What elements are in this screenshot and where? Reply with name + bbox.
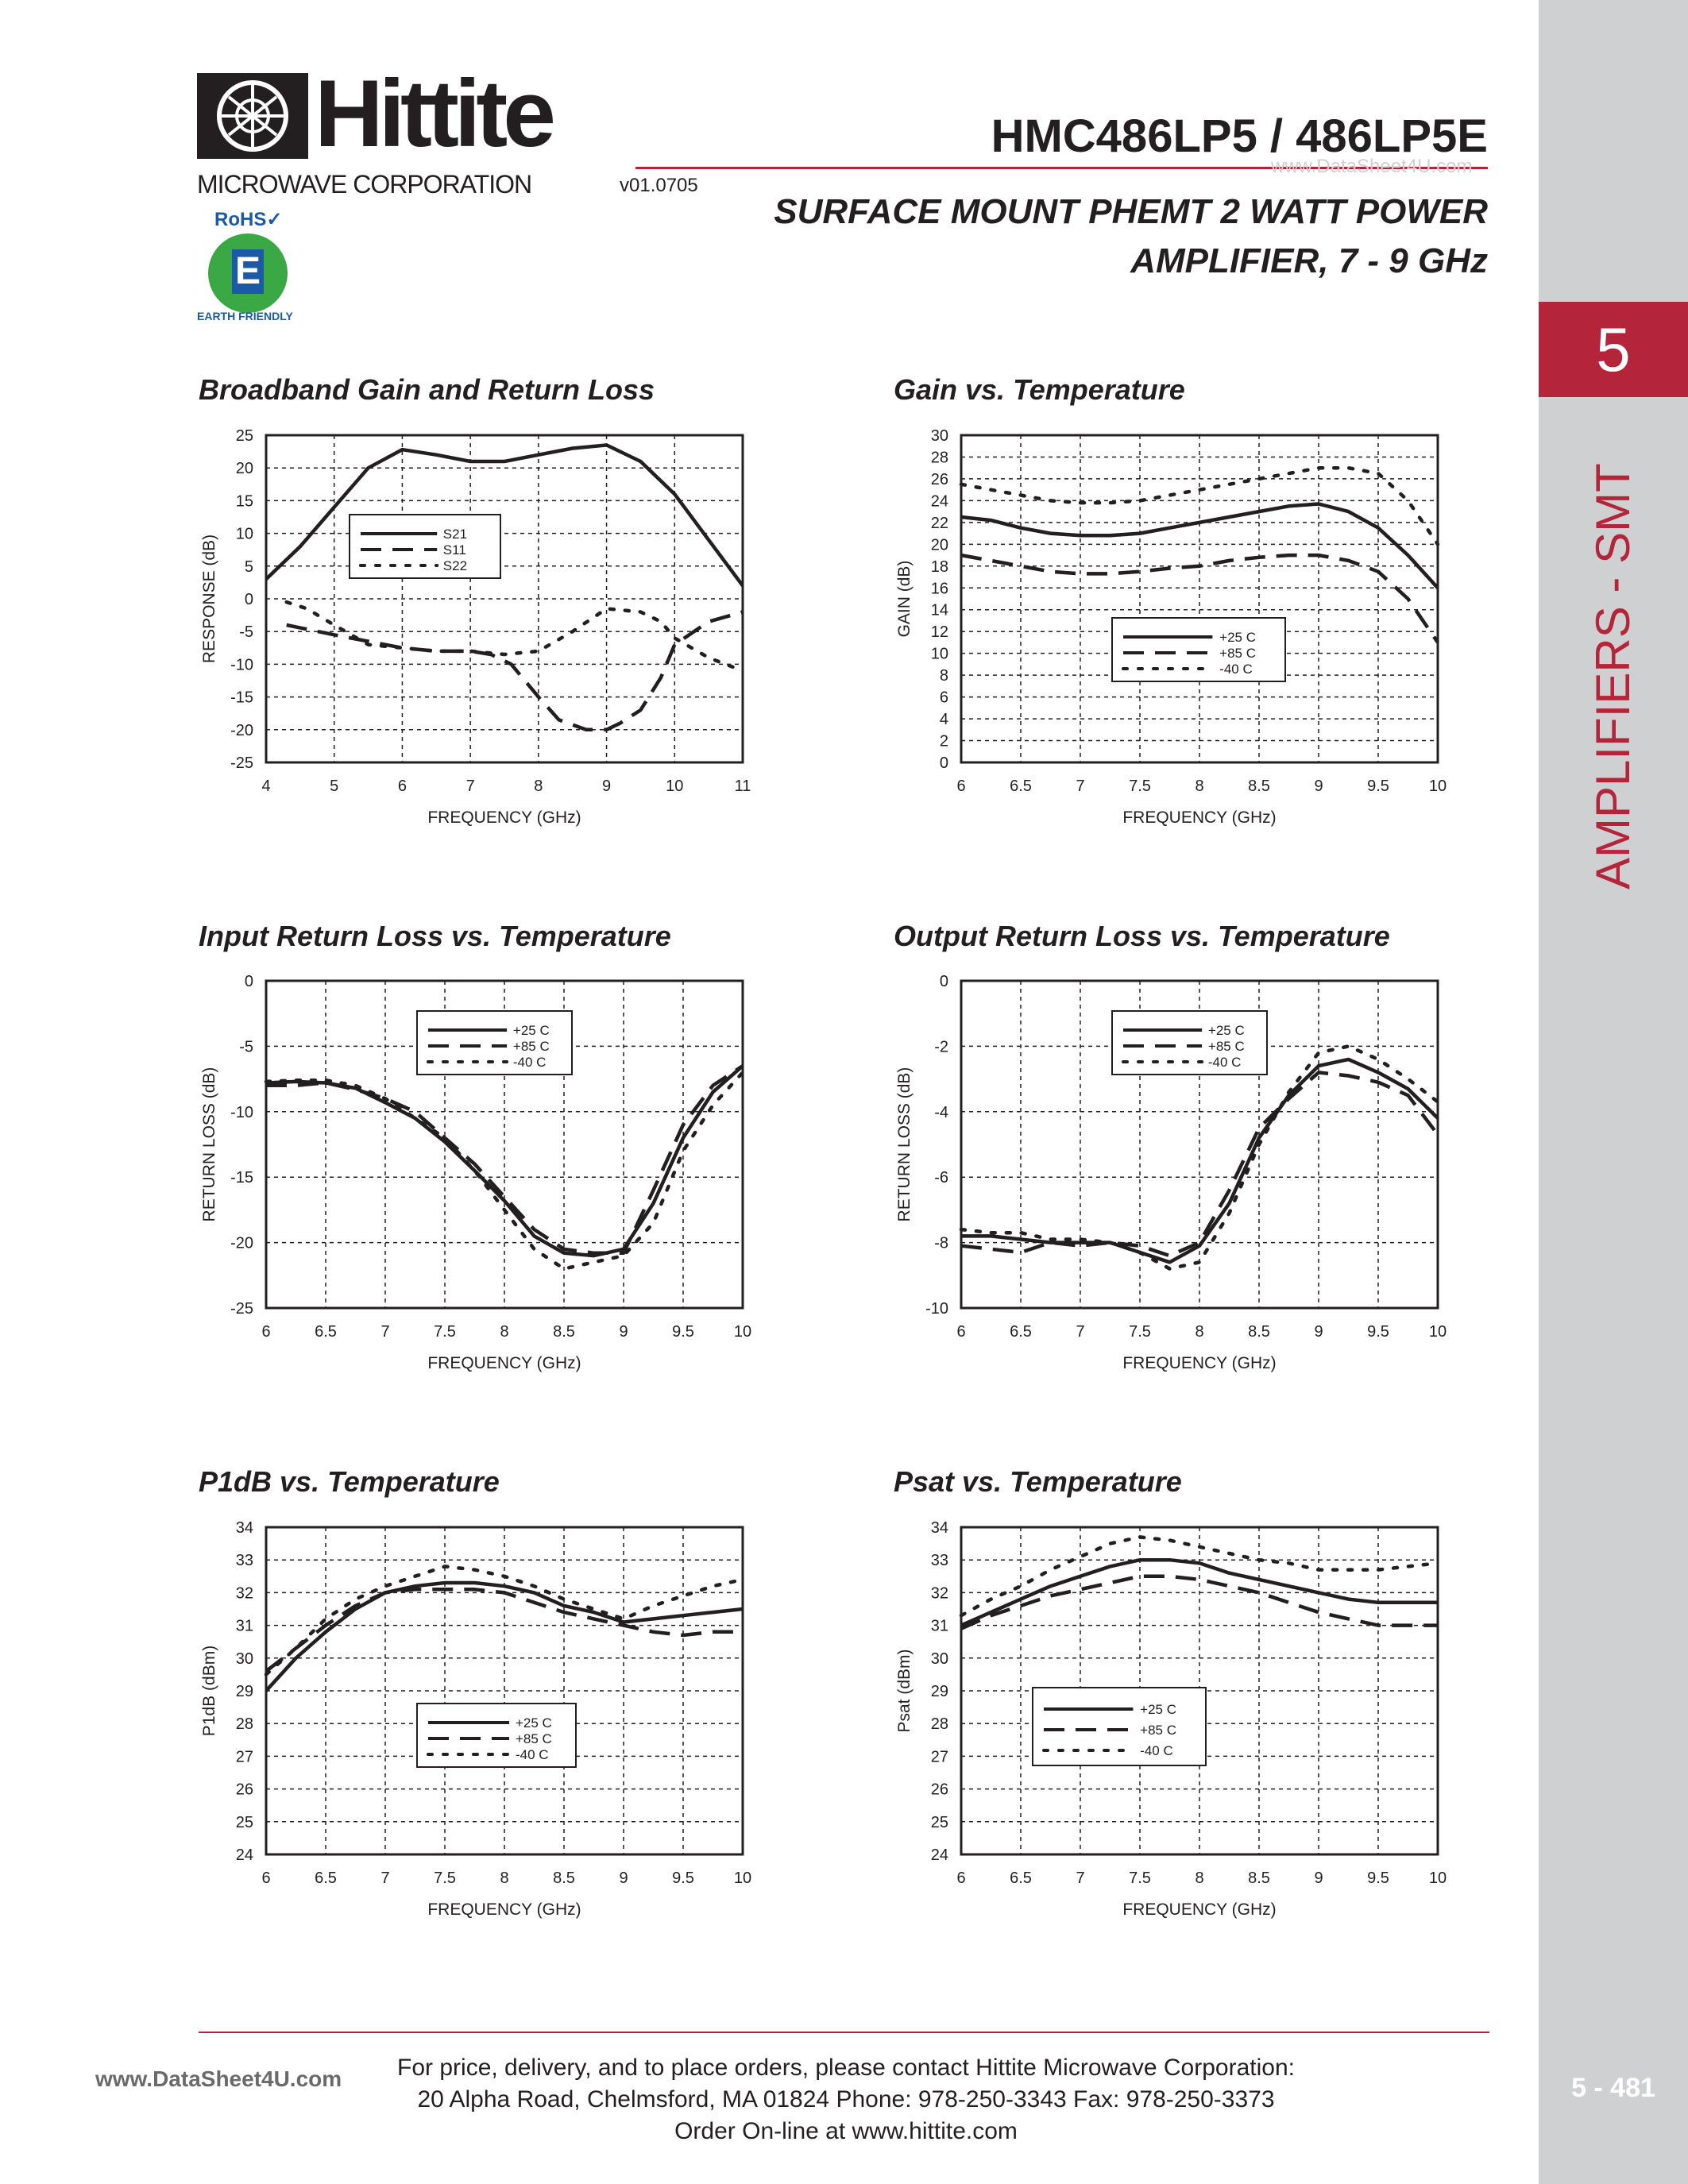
x-tick-label: 9.5 [672, 1870, 694, 1887]
y-axis-label: Psat (dBm) [895, 1649, 914, 1733]
legend-label: +85 C [512, 1039, 550, 1054]
x-tick-label: 6.5 [1010, 778, 1032, 795]
legend-label: +85 C [516, 1731, 552, 1746]
x-tick-label: 6 [956, 778, 966, 795]
legend-label: +25 C [1140, 1702, 1177, 1717]
series-line-1 [961, 1059, 1438, 1262]
x-tick-label: 7.5 [434, 1870, 456, 1887]
legend-label: +85 C [1219, 646, 1257, 661]
x-tick-label: 9.5 [1367, 1870, 1389, 1887]
x-tick-label: 9 [1314, 778, 1323, 795]
legend-label: S21 [442, 527, 468, 542]
x-tick-label: 8 [1195, 1323, 1204, 1341]
y-tick-label: 27 [235, 1748, 253, 1766]
x-tick-label: 8.5 [1248, 778, 1270, 795]
x-axis-label: FREQUENCY (GHz) [1122, 1354, 1277, 1372]
legend-label: +25 C [516, 1715, 552, 1731]
x-tick-label: 10 [666, 778, 684, 795]
chart-output-return-loss [878, 967, 1458, 1387]
logo-subtitle: MICROWAVE CORPORATION [197, 170, 532, 199]
chart-title-p1db: P1dB vs. Temperature [199, 1465, 500, 1498]
legend-label: -40 C [1207, 1055, 1242, 1070]
y-tick-label: 25 [930, 1813, 948, 1831]
x-tick-label: 6 [261, 1870, 271, 1887]
y-tick-label: 12 [930, 623, 948, 642]
x-axis-label: FREQUENCY (GHz) [427, 1900, 581, 1919]
y-tick-label: 10 [930, 645, 948, 663]
series-line-1 [266, 445, 743, 585]
y-tick-label: 5 [244, 558, 253, 576]
y-axis-label: GAIN (dB) [895, 560, 914, 638]
page-number: 5 - 481 [1571, 2073, 1655, 2103]
y-tick-label: -20 [230, 721, 253, 739]
legend-label: S22 [442, 558, 468, 573]
legend-box [350, 515, 500, 578]
y-tick-label: 31 [235, 1617, 253, 1635]
y-tick-label: 10 [235, 525, 253, 543]
x-tick-label: 10 [1428, 1323, 1447, 1341]
section-name [1539, 429, 1688, 889]
x-tick-label: 7 [465, 778, 475, 795]
y-tick-label: 2 [939, 732, 948, 751]
y-tick-label: 22 [930, 514, 948, 532]
y-tick-label: 24 [930, 492, 948, 511]
product-subtitle [693, 187, 1488, 286]
y-axis-label: RETURN LOSS (dB) [895, 1067, 914, 1222]
y-tick-label: 8 [939, 667, 948, 685]
earth-friendly-label: EARTH FRIENDLY [197, 310, 293, 322]
chart-title-input-rl: Input Return Loss vs. Temperature [199, 920, 671, 952]
x-tick-label: 8.5 [553, 1870, 575, 1887]
y-tick-label: 32 [235, 1584, 253, 1603]
footer-line-1: For price, delivery, and to place orders, please contact Hittite Microwave Corporation: [397, 2055, 1295, 2081]
logo-mark-icon [197, 73, 308, 159]
y-tick-label: 34 [930, 1519, 948, 1537]
x-tick-label: 10 [733, 1323, 752, 1341]
y-tick-label: 0 [939, 754, 948, 772]
chart-title-broadband: Broadband Gain and Return Loss [199, 373, 655, 406]
y-tick-label: 33 [930, 1552, 948, 1570]
x-tick-label: 7 [1076, 1323, 1085, 1341]
y-tick-label: 27 [930, 1748, 948, 1766]
y-tick-label: 14 [930, 601, 948, 619]
x-tick-label: 10 [1428, 778, 1447, 795]
x-tick-label: 7.5 [1129, 778, 1151, 795]
x-tick-label: 7.5 [1129, 1323, 1151, 1341]
y-tick-label: 26 [930, 1781, 948, 1799]
y-tick-label: -10 [230, 656, 253, 674]
x-tick-label: 7 [1076, 778, 1085, 795]
legend-box [1112, 618, 1285, 681]
y-tick-label: 18 [930, 558, 948, 576]
x-tick-label: 9.5 [1367, 1323, 1389, 1341]
legend-box [417, 1704, 576, 1767]
y-tick-label: 28 [235, 1715, 253, 1734]
x-tick-label: 6 [261, 1323, 271, 1341]
x-tick-label: 7 [380, 1323, 390, 1341]
y-tick-label: 6 [939, 689, 948, 707]
y-tick-label: -10 [925, 1300, 948, 1318]
x-tick-label: 9 [1314, 1870, 1323, 1887]
x-tick-label: 7 [380, 1870, 390, 1887]
chart-p1db-vs-temperature [183, 1513, 763, 1934]
x-tick-label: 4 [261, 778, 271, 795]
x-tick-label: 9 [619, 1323, 628, 1341]
y-tick-label: 26 [235, 1781, 253, 1799]
y-tick-label: 30 [235, 1650, 253, 1668]
y-tick-label: 16 [930, 580, 948, 598]
x-tick-label: 7 [1076, 1870, 1085, 1887]
legend-label: +25 C [1207, 1023, 1245, 1038]
y-tick-label: 0 [244, 591, 253, 608]
footer-contact [270, 2052, 1422, 2147]
x-tick-label: 9.5 [1367, 778, 1389, 795]
y-tick-label: 30 [930, 427, 948, 445]
x-axis-label: FREQUENCY (GHz) [1122, 808, 1277, 827]
y-axis-label: RETURN LOSS (dB) [200, 1067, 218, 1222]
section-name-label: AMPLIFIERS - SMT [1586, 463, 1640, 889]
rohs-badge [197, 208, 308, 327]
y-tick-label: -6 [934, 1169, 948, 1187]
x-tick-label: 6.5 [315, 1323, 337, 1341]
y-tick-label: 0 [244, 973, 253, 990]
x-tick-label: 8 [1195, 1870, 1204, 1887]
y-tick-label: 33 [235, 1552, 253, 1570]
y-tick-label: 34 [235, 1519, 253, 1537]
chart-title-psat: Psat vs. Temperature [894, 1465, 1182, 1498]
y-tick-label: 30 [930, 1650, 948, 1668]
x-tick-label: 11 [734, 778, 751, 795]
y-tick-label: -8 [934, 1234, 948, 1252]
y-tick-label: -10 [230, 1103, 253, 1121]
y-tick-label: 25 [235, 1813, 253, 1831]
subtitle-line-1: SURFACE MOUNT PHEMT 2 WATT POWER [774, 192, 1488, 231]
y-tick-label: 4 [939, 711, 948, 729]
y-tick-label: 29 [930, 1683, 948, 1700]
footer-line-3: Order On-line at www.hittite.com [674, 2118, 1018, 2144]
y-axis-label: P1dB (dBm) [200, 1645, 218, 1737]
x-tick-label: 6 [956, 1870, 966, 1887]
y-tick-label: 28 [930, 449, 948, 467]
y-tick-label: 26 [930, 470, 948, 488]
y-tick-label: -25 [230, 754, 253, 772]
y-tick-label: 24 [930, 1846, 948, 1864]
x-tick-label: 8 [500, 1870, 509, 1887]
x-tick-label: 6.5 [315, 1870, 337, 1887]
subtitle-line-2: AMPLIFIER, 7 - 9 GHz [1130, 241, 1488, 280]
x-axis-label: FREQUENCY (GHz) [427, 808, 581, 827]
x-tick-label: 7.5 [1129, 1870, 1151, 1887]
chart-psat-vs-temperature [878, 1513, 1458, 1934]
x-tick-label: 5 [330, 778, 339, 795]
legend-label: -40 C [1219, 662, 1253, 677]
x-tick-label: 8 [1195, 778, 1204, 795]
legend-label: +85 C [1207, 1039, 1245, 1054]
rohs-label: RoHS✓ [214, 209, 283, 230]
earth-e-icon: E [232, 249, 264, 294]
y-tick-label: 28 [930, 1715, 948, 1734]
x-tick-label: 6.5 [1010, 1870, 1032, 1887]
x-tick-label: 9 [619, 1870, 628, 1887]
y-tick-label: -15 [230, 1169, 253, 1187]
section-number-tab: 5 [1539, 302, 1688, 397]
x-tick-label: 6 [397, 778, 407, 795]
y-tick-label: 32 [930, 1584, 948, 1603]
chart-title-gain-temp: Gain vs. Temperature [894, 373, 1185, 406]
legend-label: -40 C [512, 1055, 547, 1070]
x-axis-label: FREQUENCY (GHz) [427, 1354, 581, 1372]
y-tick-label: -2 [934, 1038, 948, 1056]
y-tick-label: 29 [235, 1683, 253, 1700]
x-tick-label: 9 [602, 778, 612, 795]
x-tick-label: 8.5 [553, 1323, 575, 1341]
chart-broadband-gain-return-loss [183, 421, 763, 842]
chart-gain-vs-temperature [878, 421, 1458, 842]
y-tick-label: 24 [235, 1846, 253, 1864]
part-number: HMC486LP5 / 486LP5E [991, 110, 1488, 162]
chart-input-return-loss [183, 967, 763, 1387]
x-tick-label: 6.5 [1010, 1323, 1032, 1341]
y-tick-label: -5 [239, 623, 253, 642]
legend-label: +25 C [1219, 630, 1257, 645]
revision: v01.0705 [620, 175, 698, 196]
y-tick-label: 31 [930, 1617, 948, 1635]
y-tick-label: -25 [230, 1300, 253, 1318]
y-tick-label: 20 [930, 536, 948, 554]
footer-line-2: 20 Alpha Road, Chelmsford, MA 01824 Phone: 978-250-3343 Fax: 978-250-3373 [417, 2086, 1275, 2113]
y-tick-label: 25 [235, 427, 253, 445]
x-tick-label: 10 [733, 1870, 752, 1887]
watermark-top: www.DataSheet4U.com [1271, 156, 1473, 177]
x-tick-label: 10 [1428, 1870, 1447, 1887]
y-tick-label: 0 [939, 973, 948, 990]
x-tick-label: 7.5 [434, 1323, 456, 1341]
y-tick-label: 20 [235, 460, 253, 478]
legend-label: +25 C [512, 1023, 550, 1038]
logo-wordmark: Hittite [315, 60, 551, 167]
chart-title-output-rl: Output Return Loss vs. Temperature [894, 920, 1390, 952]
x-tick-label: 9.5 [672, 1323, 694, 1341]
legend-label: S11 [442, 542, 466, 558]
y-tick-label: -4 [934, 1103, 948, 1121]
y-axis-label: RESPONSE (dB) [200, 534, 218, 664]
y-tick-label: -15 [230, 689, 253, 707]
legend-label: +85 C [1140, 1723, 1177, 1738]
y-tick-label: -5 [239, 1038, 253, 1056]
x-tick-label: 9 [1314, 1323, 1323, 1341]
x-axis-label: FREQUENCY (GHz) [1122, 1900, 1277, 1919]
x-tick-label: 8 [534, 778, 543, 795]
y-tick-label: -20 [230, 1234, 253, 1252]
x-tick-label: 8.5 [1248, 1870, 1270, 1887]
watermark-bottom: www.DataSheet4U.com [95, 2066, 342, 2091]
x-tick-label: 6 [956, 1323, 966, 1341]
legend-label: -40 C [1140, 1743, 1173, 1758]
company-logo [197, 60, 602, 167]
legend-label: -40 C [516, 1747, 549, 1762]
x-tick-label: 8.5 [1248, 1323, 1270, 1341]
legend-box [1033, 1688, 1206, 1765]
x-tick-label: 8 [500, 1323, 509, 1341]
y-tick-label: 15 [235, 492, 253, 511]
footer-rule [199, 2032, 1489, 2033]
